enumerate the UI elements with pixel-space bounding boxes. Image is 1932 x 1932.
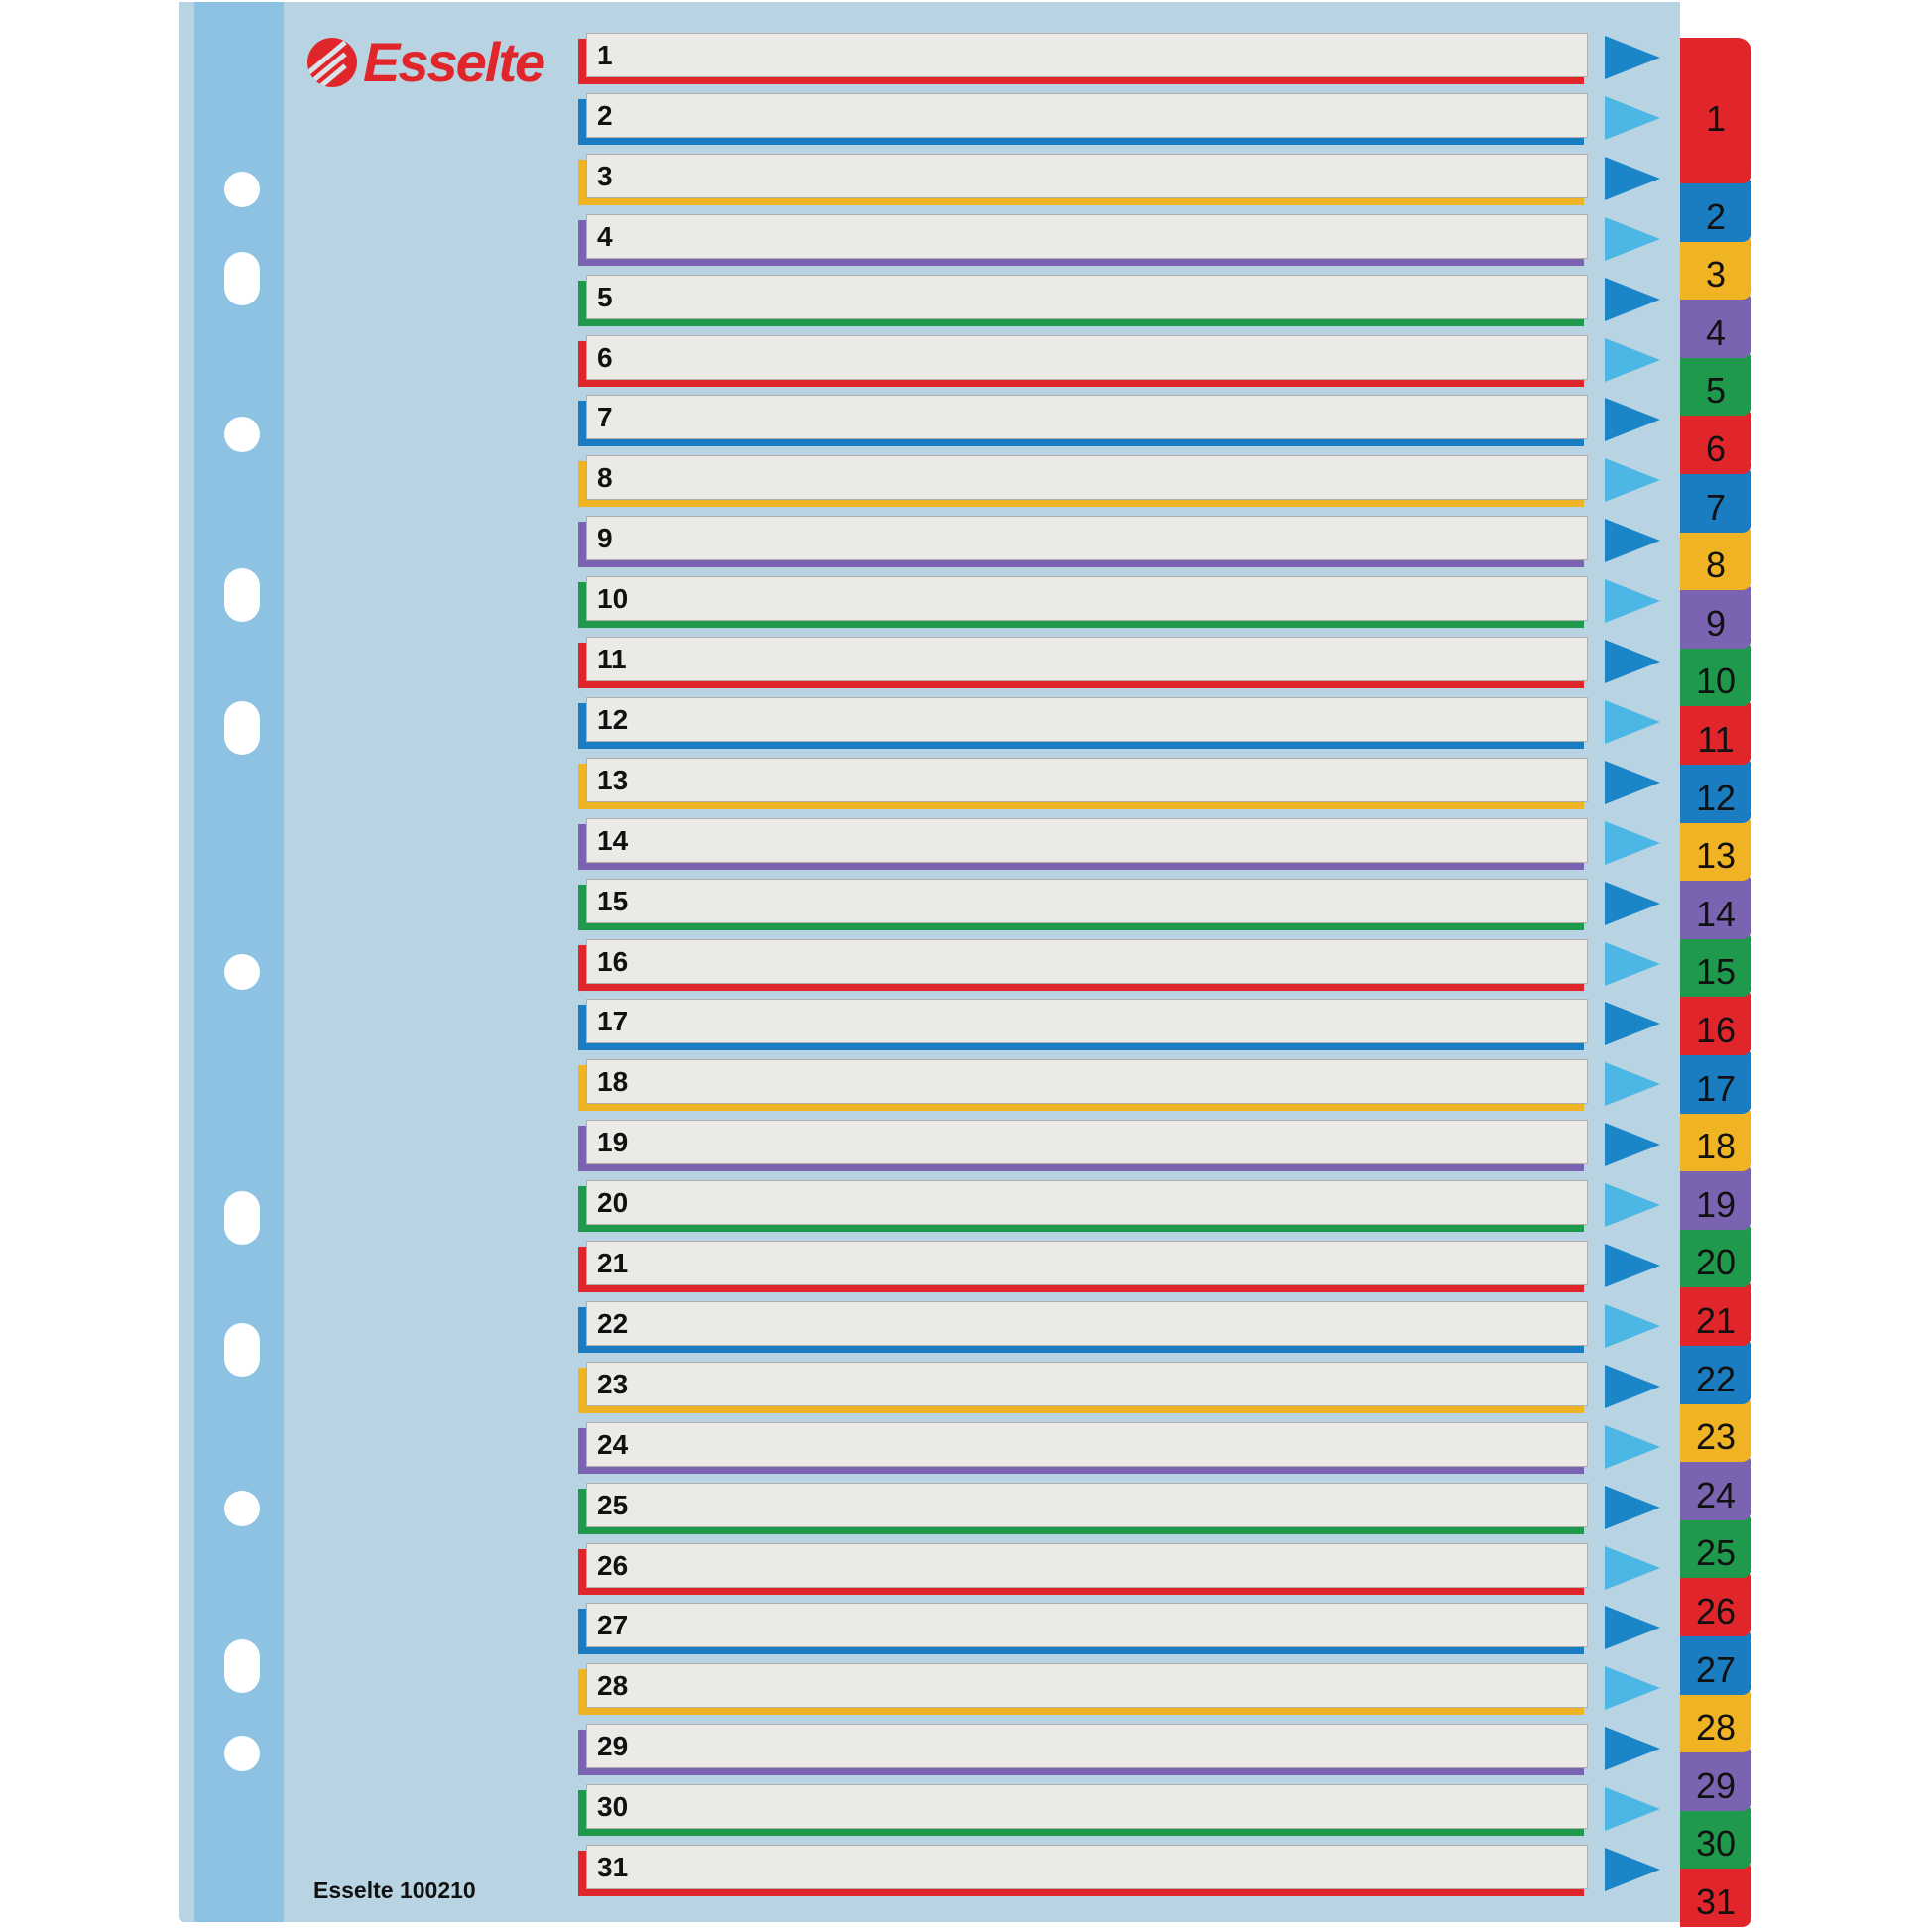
index-row[interactable]: [578, 1603, 1588, 1654]
tab-number: 20: [1695, 1242, 1737, 1283]
row-number: 24: [597, 1428, 629, 1460]
index-row[interactable]: [578, 1845, 1588, 1896]
index-tab[interactable]: [1680, 757, 1751, 823]
index-tab[interactable]: [1680, 292, 1751, 358]
arrow-icon: [1605, 1848, 1660, 1891]
index-row[interactable]: [578, 1543, 1588, 1595]
row-label-field[interactable]: [586, 697, 1588, 742]
tab-number: 7: [1705, 486, 1727, 528]
tab-number: 22: [1695, 1358, 1737, 1399]
row-label-field[interactable]: [586, 1422, 1588, 1467]
row-label-field[interactable]: [586, 879, 1588, 923]
index-row[interactable]: [578, 33, 1588, 84]
arrow-icon: [1605, 700, 1660, 744]
index-row[interactable]: [578, 214, 1588, 266]
index-tab[interactable]: [1680, 1279, 1751, 1346]
index-row[interactable]: [578, 576, 1588, 628]
tab-number: 14: [1695, 893, 1737, 934]
arrow-icon: [1605, 1606, 1660, 1649]
row-label-field[interactable]: [586, 758, 1588, 802]
row-number: 6: [597, 341, 613, 373]
punch-hole: [224, 701, 260, 755]
punch-hole: [224, 252, 260, 305]
index-row[interactable]: [578, 1180, 1588, 1232]
index-row[interactable]: [578, 879, 1588, 930]
row-number: 16: [597, 945, 629, 977]
row-label-field[interactable]: [586, 1120, 1588, 1164]
index-tab[interactable]: [1680, 1106, 1751, 1172]
index-tab[interactable]: [1680, 408, 1751, 474]
index-tab[interactable]: [1680, 1222, 1751, 1288]
punch-hole: [224, 1323, 260, 1377]
row-number: 17: [597, 1006, 629, 1037]
arrow-icon: [1605, 1002, 1660, 1045]
tab-number: 1: [1705, 98, 1727, 139]
index-tab[interactable]: [1680, 466, 1751, 533]
arrow-icon: [1605, 579, 1660, 623]
tab-number: 10: [1695, 661, 1737, 702]
index-row[interactable]: [578, 999, 1588, 1050]
tab-number: 31: [1695, 1880, 1737, 1922]
arrow-icon: [1605, 398, 1660, 441]
index-row[interactable]: [578, 275, 1588, 326]
tab-number: 11: [1697, 718, 1735, 760]
row-number: 13: [597, 764, 629, 795]
tab-number: 16: [1695, 1009, 1737, 1050]
index-row[interactable]: [578, 1059, 1588, 1111]
arrow-icon: [1605, 519, 1660, 562]
row-number: 29: [597, 1731, 629, 1762]
row-label-field[interactable]: [586, 1603, 1588, 1647]
punch-hole: [224, 1491, 260, 1526]
row-label-field[interactable]: [586, 637, 1588, 681]
row-label-field[interactable]: [586, 1845, 1588, 1889]
tab-number: 27: [1695, 1648, 1737, 1690]
row-number: 25: [597, 1489, 629, 1520]
index-tab[interactable]: [1680, 582, 1751, 649]
tab-number: 5: [1705, 370, 1727, 412]
tab-number: 28: [1695, 1707, 1737, 1749]
row-label-field[interactable]: [586, 576, 1588, 621]
arrow-icon: [1605, 1546, 1660, 1590]
index-row[interactable]: [578, 1120, 1588, 1171]
tab-number: 30: [1695, 1823, 1737, 1865]
product-code: Esselte 100210: [313, 1877, 476, 1903]
row-number: 11: [597, 644, 627, 674]
index-tab[interactable]: [1680, 38, 1751, 183]
punch-hole: [224, 1639, 260, 1693]
row-number: 8: [597, 462, 613, 494]
arrow-icon: [1605, 217, 1660, 261]
row-label-field[interactable]: [586, 1301, 1588, 1346]
index-tab[interactable]: [1680, 1454, 1751, 1520]
index-row[interactable]: [578, 93, 1588, 145]
index-row[interactable]: [578, 154, 1588, 205]
tab-number: 25: [1695, 1532, 1737, 1574]
tab-number: 26: [1695, 1590, 1737, 1631]
row-number: 5: [597, 281, 613, 312]
tab-number: 3: [1705, 254, 1727, 296]
tab-number: 24: [1695, 1474, 1737, 1515]
arrow-icon: [1605, 36, 1660, 79]
row-label-field[interactable]: [586, 1724, 1588, 1768]
index-row[interactable]: [578, 697, 1588, 749]
arrow-icon: [1605, 1365, 1660, 1408]
row-number: 4: [597, 220, 613, 252]
row-label-field[interactable]: [586, 1483, 1588, 1527]
punch-hole: [224, 417, 260, 452]
tab-number: 6: [1705, 427, 1727, 469]
tab-number: 23: [1695, 1416, 1737, 1458]
index-tab[interactable]: [1680, 1687, 1751, 1753]
tab-number: 13: [1695, 835, 1737, 877]
punch-hole: [224, 172, 260, 207]
tab-number: 15: [1695, 951, 1737, 993]
row-number: 1: [597, 40, 613, 70]
index-tab[interactable]: [1680, 989, 1751, 1055]
index-tab[interactable]: [1680, 350, 1751, 417]
row-label-field[interactable]: [586, 335, 1588, 380]
arrow-icon: [1605, 96, 1660, 140]
arrow-icon: [1605, 458, 1660, 502]
row-label-field[interactable]: [586, 516, 1588, 560]
row-label-field[interactable]: [586, 1784, 1588, 1829]
tab-number: 21: [1695, 1299, 1737, 1341]
index-row[interactable]: [578, 395, 1588, 446]
index-row[interactable]: [578, 1724, 1588, 1775]
index-row[interactable]: [578, 516, 1588, 567]
tab-number: 9: [1705, 602, 1727, 644]
row-label-field[interactable]: [586, 455, 1588, 500]
row-label-field[interactable]: [586, 33, 1588, 77]
arrow-icon: [1605, 1666, 1660, 1710]
tab-number: 8: [1705, 544, 1727, 586]
arrow-icon: [1605, 761, 1660, 804]
arrow-icon: [1605, 1425, 1660, 1469]
arrow-icon: [1605, 1062, 1660, 1106]
index-tab[interactable]: [1680, 1861, 1751, 1927]
index-row[interactable]: [578, 1663, 1588, 1715]
index-tab[interactable]: [1680, 1803, 1751, 1870]
row-number: 27: [597, 1610, 629, 1641]
index-tab[interactable]: [1680, 1570, 1751, 1636]
row-label-field[interactable]: [586, 395, 1588, 439]
index-row[interactable]: [578, 1362, 1588, 1413]
index-tab[interactable]: [1680, 1338, 1751, 1404]
index-tab[interactable]: [1680, 1163, 1751, 1230]
tab-number: 17: [1695, 1067, 1737, 1109]
row-label-field[interactable]: [586, 1543, 1588, 1588]
row-number: 15: [597, 885, 629, 916]
punch-hole: [224, 1736, 260, 1771]
punch-hole: [224, 1191, 260, 1245]
tab-number: 4: [1705, 311, 1727, 353]
row-label-field[interactable]: [586, 1180, 1588, 1225]
index-row[interactable]: [578, 1301, 1588, 1353]
row-number: 12: [597, 703, 629, 735]
arrow-icon: [1605, 278, 1660, 321]
index-row[interactable]: [578, 818, 1588, 870]
index-row[interactable]: [578, 637, 1588, 688]
row-number: 21: [597, 1248, 629, 1278]
esselte-logo: [307, 30, 543, 94]
arrow-icon: [1605, 640, 1660, 683]
row-number: 28: [597, 1670, 629, 1702]
row-number: 3: [597, 160, 613, 191]
row-label-field[interactable]: [586, 818, 1588, 863]
row-number: 31: [597, 1852, 629, 1882]
row-number: 22: [597, 1307, 629, 1339]
row-label-field[interactable]: [586, 1362, 1588, 1406]
index-tab[interactable]: [1680, 641, 1751, 707]
arrow-icon: [1605, 1787, 1660, 1831]
index-tab[interactable]: [1680, 1629, 1751, 1695]
row-label-field[interactable]: [586, 275, 1588, 319]
row-number: 23: [597, 1368, 629, 1399]
row-number: 18: [597, 1066, 629, 1098]
row-number: 19: [597, 1127, 629, 1158]
tab-number: 29: [1695, 1764, 1737, 1806]
arrow-icon: [1605, 942, 1660, 986]
row-number: 7: [597, 402, 613, 433]
index-row[interactable]: [578, 1241, 1588, 1292]
arrow-icon: [1605, 1727, 1660, 1770]
esselte-logo-mark-icon: [307, 38, 357, 87]
arrow-icon: [1605, 1486, 1660, 1529]
index-tab[interactable]: [1680, 234, 1751, 301]
row-number: 14: [597, 824, 629, 856]
index-tab[interactable]: [1680, 873, 1751, 939]
row-label-field[interactable]: [586, 93, 1588, 138]
row-number: 2: [597, 99, 613, 131]
index-row[interactable]: [578, 758, 1588, 809]
index-row[interactable]: [578, 1483, 1588, 1534]
arrow-icon: [1605, 1304, 1660, 1348]
index-tab[interactable]: [1680, 1745, 1751, 1811]
row-label-field[interactable]: [586, 1663, 1588, 1708]
index-row[interactable]: [578, 1784, 1588, 1836]
index-tab[interactable]: [1680, 1396, 1751, 1463]
tab-number: 18: [1695, 1126, 1737, 1167]
row-label-field[interactable]: [586, 939, 1588, 984]
index-tab[interactable]: [1680, 176, 1751, 242]
row-number: 26: [597, 1549, 629, 1581]
tab-number: 2: [1705, 195, 1727, 237]
row-number: 10: [597, 583, 629, 615]
row-number: 30: [597, 1791, 629, 1823]
index-tab[interactable]: [1680, 1047, 1751, 1114]
punch-hole: [224, 954, 260, 990]
index-row[interactable]: [578, 335, 1588, 387]
index-tab[interactable]: [1680, 1512, 1751, 1579]
row-number: 9: [597, 523, 613, 554]
arrow-icon: [1605, 1244, 1660, 1287]
row-label-field[interactable]: [586, 214, 1588, 259]
index-tab[interactable]: [1680, 698, 1751, 765]
index-tab[interactable]: [1680, 815, 1751, 882]
row-label-field[interactable]: [586, 1059, 1588, 1104]
tab-number: 12: [1695, 777, 1737, 818]
arrow-icon: [1605, 1123, 1660, 1166]
punch-hole: [224, 568, 260, 622]
arrow-icon: [1605, 821, 1660, 865]
arrow-icon: [1605, 338, 1660, 382]
arrow-icon: [1605, 1183, 1660, 1227]
row-label-field[interactable]: [586, 999, 1588, 1043]
index-tab[interactable]: [1680, 525, 1751, 591]
row-label-field[interactable]: [586, 1241, 1588, 1285]
arrow-icon: [1605, 157, 1660, 200]
index-row[interactable]: [578, 1422, 1588, 1474]
tab-number: 19: [1695, 1183, 1737, 1225]
row-number: 20: [597, 1187, 629, 1219]
arrow-icon: [1605, 882, 1660, 925]
row-label-field[interactable]: [586, 154, 1588, 198]
logo-text: Esselte: [363, 31, 544, 93]
index-row[interactable]: [578, 455, 1588, 507]
index-tab[interactable]: [1680, 931, 1751, 998]
index-row[interactable]: [578, 939, 1588, 991]
